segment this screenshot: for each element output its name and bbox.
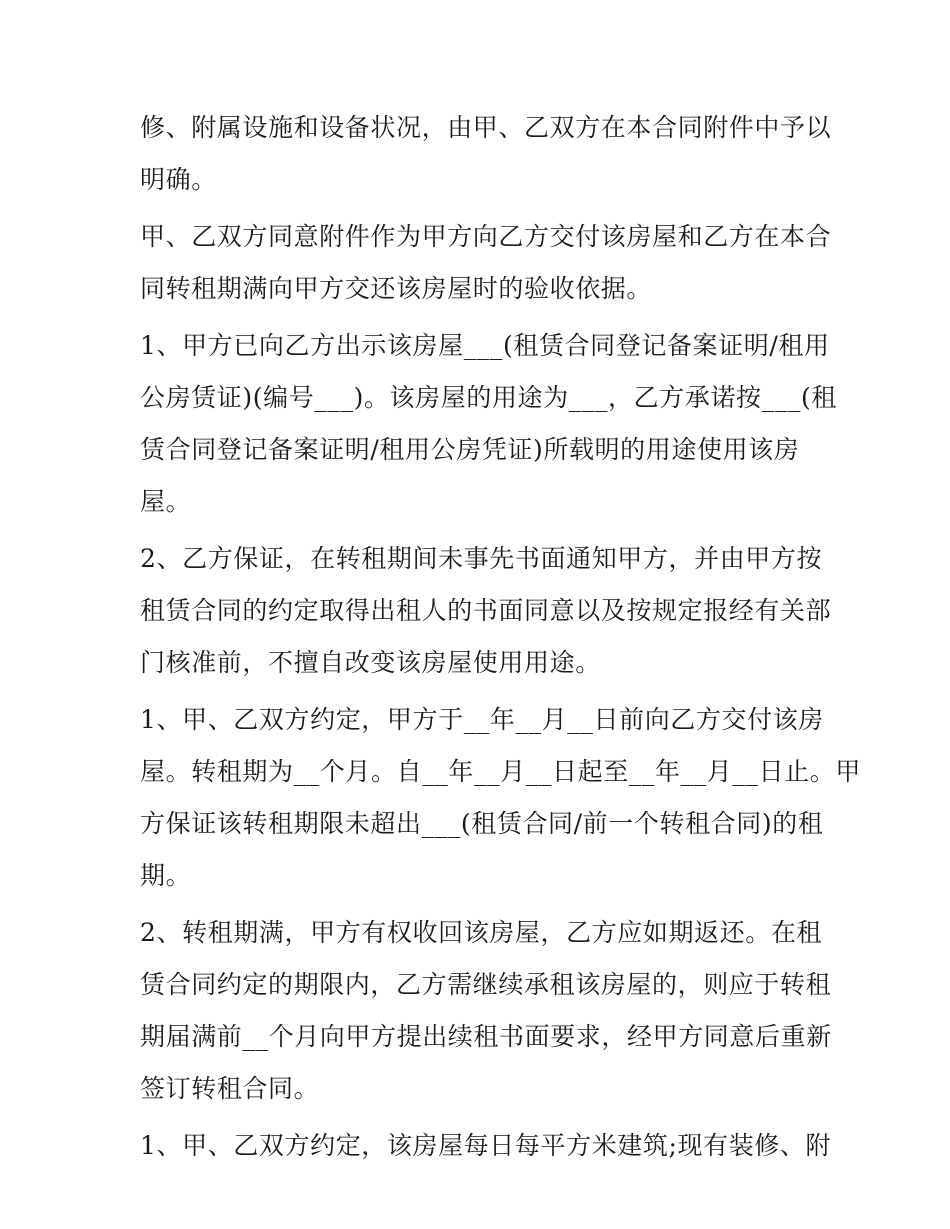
text-line: 赁合同约定的期限内，乙方需继续承租该房屋的，则应于转租 [140, 970, 832, 999]
text-line: 公房赁证)(编号___)。该房屋的用途为___，乙方承诺按___(租 [140, 383, 837, 412]
text-line: 期。 [140, 861, 192, 890]
text-line: 门核准前，不擅自改变该房屋使用用途。 [140, 648, 601, 677]
document-body [140, 102, 862, 1177]
paragraph [140, 533, 832, 689]
text-line: 甲、乙双方同意附件作为甲方向乙方交付该房屋和乙方在本合 [140, 222, 832, 251]
text-line: 期届满前__个月向甲方提出续租书面要求，经甲方同意后重新 [140, 1022, 832, 1051]
text-line: 方保证该转租期限未超出___(租赁合同/前一个转租合同)的租 [140, 809, 824, 838]
paragraph [140, 102, 832, 206]
text-line: 赁合同登记备案证明/租用公房凭证)所载明的用途使用该房 [140, 435, 800, 464]
paragraph [140, 211, 832, 315]
paragraph [140, 907, 832, 1115]
text-line: 1、甲、乙双方约定，甲方于__年__月__日前向乙方交付该房 [140, 705, 824, 734]
paragraph [140, 320, 837, 528]
text-line: 2、乙方保证，在转租期间未事先书面通知甲方，并由甲方按 [140, 544, 823, 573]
text-line: 同转租期满向甲方交还该房屋时的验收依据。 [140, 274, 653, 303]
text-line: 租赁合同的约定取得出租人的书面同意以及按规定报经有关部 [140, 596, 832, 625]
text-line: 2、转租期满，甲方有权收回该房屋，乙方应如期返还。在租 [140, 918, 823, 947]
text-line: 明确。 [140, 165, 217, 194]
text-line: 签订转租合同。 [140, 1074, 320, 1103]
text-line: 1、甲、乙双方约定，该房屋每日每平方米建筑;现有装修、附 [140, 1131, 832, 1160]
text-line: 1、甲方已向乙方出示该房屋___(租赁合同登记备案证明/租用 [140, 331, 830, 360]
text-line: 修、附属设施和设备状况，由甲、乙双方在本合同附件中予以 [140, 113, 832, 142]
paragraph [140, 694, 862, 902]
text-line: 屋。转租期为__个月。自__年__月__日起至__年__月__日止。甲 [140, 757, 862, 786]
paragraph [140, 1120, 832, 1172]
text-line: 屋。 [140, 487, 192, 516]
